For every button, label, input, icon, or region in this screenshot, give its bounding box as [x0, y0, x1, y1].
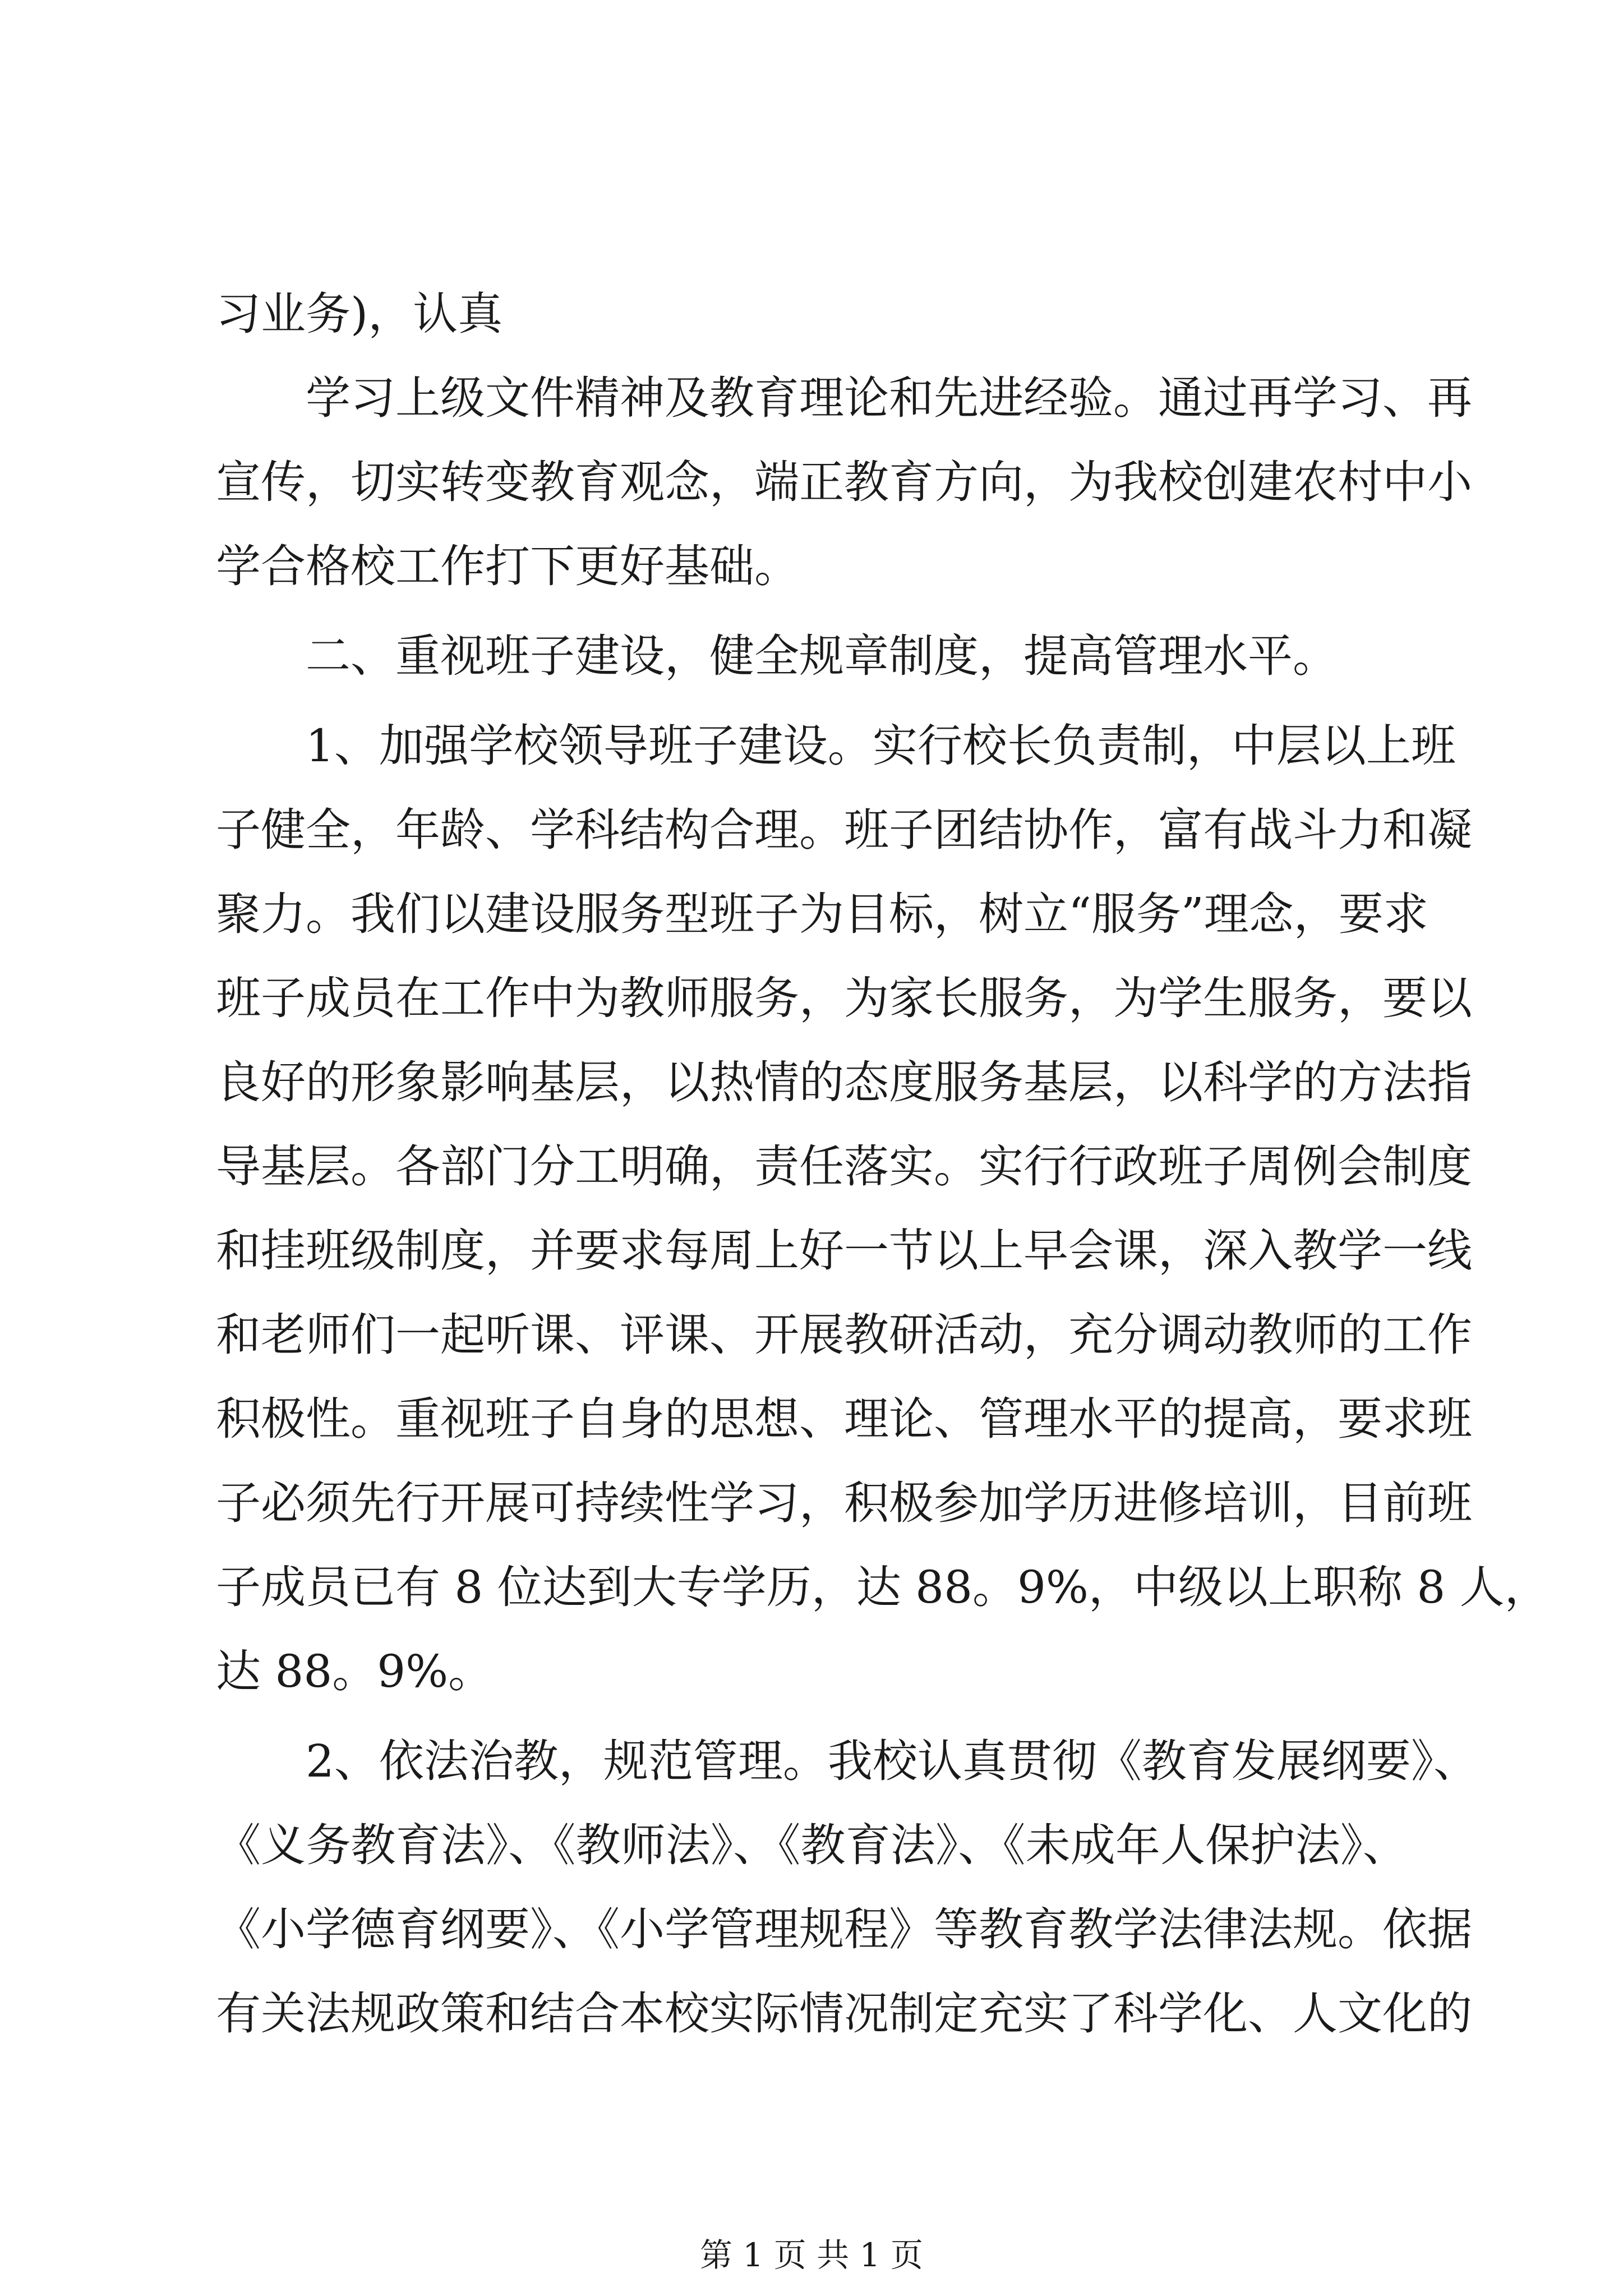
body-line: 良好的形象影响基层，以热情的态度服务基层，以科学的方法指: [216, 1056, 1472, 1108]
body-line: 2、依法治教，规范管理。我校认真贯彻《教育发展纲要》、: [306, 1735, 1478, 1787]
body-line: 聚力。我们以建设服务型班子为目标，树立“服务”理念，要求: [216, 888, 1428, 940]
body-line: 积极性。重视班子自身的思想、理论、管理水平的提高，要求班: [216, 1393, 1472, 1445]
body-line: 学习上级文件精神及教育理论和先进经验。通过再学习、再: [306, 372, 1472, 424]
body-line: 《义务教育法》、《教师法》、《教育法》、《未成年人保护法》、: [216, 1819, 1408, 1871]
body-line: 达 88。9%。: [216, 1645, 494, 1697]
body-line: 习业务)，认真: [216, 288, 503, 340]
body-line: 和挂班级制度，并要求每周上好一节以上早会课，深入教学一线: [216, 1225, 1472, 1277]
body-line: 班子成员在工作中为教师服务，为家长服务，为学生服务，要以: [216, 972, 1472, 1024]
body-line: 1、加强学校领导班子建设。实行校长负责制，中层以上班: [306, 720, 1456, 772]
body-line: 《小学德育纲要》、《小学管理规程》等教育教学法律法规。依据: [216, 1903, 1472, 1955]
body-line: 学合格校工作打下更好基础。: [216, 540, 799, 592]
body-line: 宣传，切实转变教育观念，端正教育方向，为我校创建农村中小: [216, 456, 1472, 508]
body-line: 和老师们一起听课、评课、开展教研活动，充分调动教师的工作: [216, 1309, 1472, 1361]
section-heading: 二、重视班子建设，健全规章制度，提高管理水平。: [306, 630, 1338, 682]
body-line: 子健全，年龄、学科结构合理。班子团结协作，富有战斗力和凝: [216, 804, 1472, 856]
page-number: 第 1 页 共 1 页: [700, 2236, 923, 2274]
body-line: 导基层。各部门分工明确，责任落实。实行行政班子周例会制度: [216, 1140, 1472, 1193]
page-footer: [0, 2230, 1623, 2280]
body-line: 子成员已有 8 位达到大专学历，达 88。9%，中级以上职称 8 人，: [216, 1561, 1550, 1613]
body-line: 有关法规政策和结合本校实际情况制定充实了科学化、人文化的: [216, 1987, 1472, 2040]
body-line: 子必须先行开展可持续性学习，积极参加学历进修培训，目前班: [216, 1477, 1472, 1529]
